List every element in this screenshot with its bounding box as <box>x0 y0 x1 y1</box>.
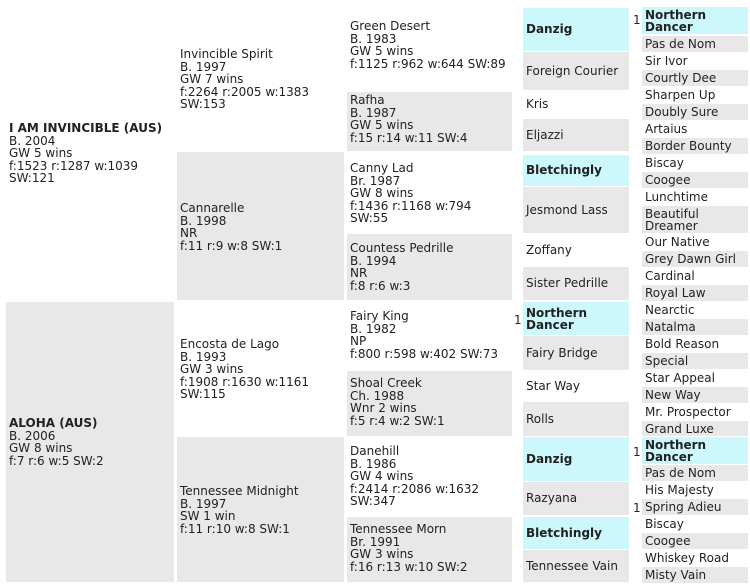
horse-stats: f:800 r:598 w:402 SW:73 <box>350 346 499 361</box>
duplicate-count: 1 <box>633 501 641 515</box>
horse-born: B. 1994 <box>350 253 397 268</box>
horse-name[interactable]: Cannarelle <box>180 201 245 215</box>
gen5-cell <box>642 319 748 335</box>
horse-name[interactable]: Pas de Nom <box>645 466 716 480</box>
gen5-cell <box>642 268 748 284</box>
horse-name[interactable]: Eljazzi <box>526 127 564 142</box>
gen5-cell <box>642 87 748 103</box>
horse-name[interactable]: Rafha <box>350 93 385 107</box>
horse-name[interactable]: Coogee <box>645 534 691 548</box>
horse-name[interactable]: Rolls <box>526 411 555 426</box>
horse-sw: SW:153 <box>180 97 226 111</box>
horse-wins: NR <box>180 226 198 240</box>
horse-name[interactable]: Bletchingly <box>526 525 602 540</box>
horse-name[interactable]: Tennessee Morn <box>350 522 447 536</box>
gen5-cell <box>642 172 748 188</box>
horse-name[interactable]: Lunchtime <box>645 190 708 204</box>
horse-name[interactable]: Danzig <box>526 451 573 466</box>
gen4-cell <box>523 402 629 436</box>
horse-name[interactable]: Our Native <box>645 235 710 249</box>
horse-name[interactable]: Doubly Sure <box>645 105 719 119</box>
gen4-cell <box>523 52 629 90</box>
gen2-cell <box>177 8 344 151</box>
horse-name[interactable]: Green Desert <box>350 19 431 33</box>
horse-name[interactable]: Artaius <box>645 122 688 136</box>
horse-name[interactable]: ALOHA (AUS) <box>9 416 98 430</box>
gen5-cell <box>642 482 748 498</box>
horse-name[interactable]: His Majesty <box>645 483 714 497</box>
horse-stats: f:1908 r:1630 w:1161 <box>180 374 310 389</box>
gen3-cell <box>347 8 512 91</box>
horse-born: B. 1986 <box>350 456 397 471</box>
horse-born: B. 1982 <box>350 321 397 336</box>
horse-wins: GW 8 wins <box>350 186 414 200</box>
gen3-cell <box>347 517 512 582</box>
gen2-cell <box>177 152 344 300</box>
gen4-cell <box>523 371 629 401</box>
horse-name[interactable]: Courtly Dee <box>645 71 717 85</box>
gen5-cell <box>642 104 748 120</box>
horse-stats: f:2414 r:2086 w:1632 <box>350 481 480 496</box>
gen4-cell <box>523 91 629 118</box>
horse-name[interactable]: Bold Reason <box>645 337 720 351</box>
gen5-cell <box>642 251 748 267</box>
horse-name[interactable]: Cardinal <box>645 269 695 283</box>
gen4-cell <box>523 8 629 51</box>
duplicate-count: 1 <box>514 313 522 327</box>
horse-stats: f:15 r:14 w:11 SW:4 <box>350 130 468 145</box>
horse-born: B. 1993 <box>180 349 227 364</box>
horse-wins: SW 1 win <box>180 509 236 523</box>
horse-name[interactable]: Razyana <box>526 491 578 506</box>
horse-name[interactable]: Danehill <box>350 444 400 458</box>
gen5-cell <box>642 533 748 549</box>
horse-name[interactable]: New Way <box>645 388 701 402</box>
gen5-cell <box>642 550 748 566</box>
horse-name[interactable]: Whiskey Road <box>645 551 729 565</box>
horse-wins: GW 8 wins <box>9 441 73 455</box>
horse-name[interactable]: Canny Lad <box>350 161 414 175</box>
horse-name[interactable]: Nearctic <box>645 303 695 317</box>
horse-sw: SW:347 <box>350 494 396 508</box>
gen4-cell <box>523 550 629 582</box>
gen5-cell <box>642 465 748 481</box>
horse-born: Br. 1987 <box>350 173 401 188</box>
horse-stats: f:11 r:10 w:8 SW:1 <box>180 521 290 536</box>
gen5-cell <box>642 189 748 205</box>
horse-name[interactable]: Special <box>645 354 689 368</box>
horse-sw: SW:55 <box>350 211 389 225</box>
horse-wins: GW 4 wins <box>350 469 414 483</box>
gen5-cell <box>642 206 748 233</box>
horse-name[interactable]: Invincible Spirit <box>180 47 273 61</box>
horse-born: B. 1997 <box>180 59 227 74</box>
gen4-cell <box>523 267 629 300</box>
gen4-cell <box>523 482 629 515</box>
horse-name[interactable]: Danzig <box>526 22 573 37</box>
gen5-cell <box>642 7 748 34</box>
gen3-cell <box>347 437 512 516</box>
horse-name[interactable]: Beautiful Dreamer <box>645 206 699 233</box>
gen3-cell <box>347 371 512 436</box>
horse-name[interactable]: Kris <box>526 97 549 112</box>
gen3-cell <box>347 234 512 300</box>
horse-wins: NP <box>350 334 367 348</box>
horse-name[interactable]: Star Way <box>526 378 580 393</box>
duplicate-count: 1 <box>633 13 641 27</box>
gen3-cell <box>347 92 512 151</box>
gen4-cell <box>523 437 629 481</box>
gen5-cell <box>642 516 748 532</box>
gen5-cell <box>642 353 748 369</box>
horse-born: B. 2004 <box>9 133 56 148</box>
horse-born: B. 2006 <box>9 428 56 443</box>
horse-name[interactable]: Encosta de Lago <box>180 337 280 351</box>
gen5-cell <box>642 53 748 69</box>
horse-name[interactable]: Bletchingly <box>526 163 602 178</box>
gen5-cell <box>642 234 748 250</box>
horse-name[interactable]: Northern Dancer <box>526 305 588 332</box>
gen5-cell <box>642 567 748 583</box>
horse-stats: f:1523 r:1287 w:1039 <box>9 158 139 173</box>
horse-name[interactable]: Misty Vain <box>645 568 707 582</box>
horse-name[interactable]: Royal Law <box>645 286 706 300</box>
horse-born: B. 1998 <box>180 213 227 228</box>
gen5-cell <box>642 421 748 436</box>
horse-wins: GW 5 wins <box>350 118 414 132</box>
horse-born: Ch. 1988 <box>350 388 405 403</box>
sire-cell <box>6 8 174 300</box>
horse-name[interactable]: Tennessee Midnight <box>180 484 299 498</box>
gen5-cell <box>642 336 748 352</box>
gen5-cell <box>642 302 748 318</box>
horse-name[interactable]: Star Appeal <box>645 371 715 385</box>
horse-wins: GW 7 wins <box>180 72 244 86</box>
horse-stats: f:11 r:9 w:8 SW:1 <box>180 238 283 253</box>
horse-wins: Wnr 2 wins <box>350 401 417 415</box>
duplicate-count: 1 <box>633 445 641 459</box>
horse-wins: GW 5 wins <box>9 146 73 160</box>
horse-born: B. 1983 <box>350 31 397 46</box>
horse-name[interactable]: Border Bounty <box>645 139 732 153</box>
horse-sw: SW:115 <box>180 387 226 401</box>
horse-name[interactable]: Northern Dancer <box>645 7 707 34</box>
horse-born: Br. 1991 <box>350 534 401 549</box>
horse-stats: f:5 r:4 w:2 SW:1 <box>350 413 445 428</box>
gen5-cell <box>642 370 748 386</box>
gen3-cell <box>347 302 512 370</box>
horse-name[interactable]: Fairy King <box>350 309 409 323</box>
horse-name[interactable]: Jesmond Lass <box>526 202 608 217</box>
horse-wins: GW 3 wins <box>180 362 244 376</box>
horse-stats: f:2264 r:2005 w:1383 <box>180 84 310 99</box>
horse-name[interactable]: Foreign Courier <box>526 63 619 78</box>
horse-name[interactable]: Coogee <box>645 173 691 187</box>
horse-sw: SW:121 <box>9 171 55 185</box>
horse-name[interactable]: Countess Pedrille <box>350 241 454 255</box>
horse-stats: f:1125 r:962 w:644 SW:89 <box>350 56 506 71</box>
horse-name[interactable]: Zoffany <box>526 242 572 257</box>
gen5-cell <box>642 285 748 301</box>
gen4-cell <box>523 119 629 151</box>
gen3-cell <box>347 152 512 233</box>
horse-name[interactable]: Grand Luxe <box>645 421 714 436</box>
horse-name[interactable]: Sister Pedrille <box>526 276 609 291</box>
gen4-cell <box>523 336 629 370</box>
gen5-cell <box>642 437 748 464</box>
dam-cell <box>6 302 174 582</box>
horse-name[interactable]: I AM INVINCIBLE (AUS) <box>9 121 163 135</box>
gen5-cell <box>642 36 748 52</box>
horse-name[interactable]: Mr. Prospector <box>645 405 731 419</box>
horse-name[interactable]: Tennessee Vain <box>526 558 618 573</box>
horse-name[interactable]: Sharpen Up <box>645 88 716 102</box>
horse-name[interactable]: Biscay <box>645 156 684 170</box>
horse-wins: GW 3 wins <box>350 547 414 561</box>
gen5-cell <box>642 499 748 515</box>
gen4-cell <box>523 187 629 233</box>
horse-name[interactable]: Spring Adieu <box>645 500 722 514</box>
horse-born: B. 1997 <box>180 496 227 511</box>
horse-name[interactable]: Natalma <box>645 320 696 334</box>
horse-name[interactable]: Sir Ivor <box>645 54 688 68</box>
horse-name[interactable]: Grey Dawn Girl <box>645 252 736 266</box>
gen2-cell <box>177 437 344 582</box>
gen4-cell <box>523 517 629 549</box>
horse-stats: f:16 r:13 w:10 SW:2 <box>350 559 468 574</box>
gen4-cell <box>523 155 629 186</box>
horse-stats: f:8 r:6 w:3 <box>350 278 411 293</box>
horse-name[interactable]: Biscay <box>645 517 684 531</box>
horse-name[interactable]: Northern Dancer <box>645 437 707 464</box>
horse-name[interactable]: Shoal Creek <box>350 376 422 390</box>
horse-stats: f:7 r:6 w:5 SW:2 <box>9 453 104 468</box>
gen5-cell <box>642 138 748 154</box>
horse-wins: NR <box>350 266 368 280</box>
horse-born: B. 1987 <box>350 105 397 120</box>
gen5-cell <box>642 387 748 403</box>
gen5-cell <box>642 70 748 86</box>
gen5-cell <box>642 404 748 420</box>
horse-name[interactable]: Pas de Nom <box>645 37 716 51</box>
horse-wins: GW 5 wins <box>350 44 414 58</box>
horse-stats: f:1436 r:1168 w:794 <box>350 198 472 213</box>
gen5-cell <box>642 121 748 137</box>
gen4-cell <box>523 302 629 335</box>
gen4-cell <box>523 234 629 266</box>
gen2-cell <box>177 302 344 436</box>
horse-name[interactable]: Fairy Bridge <box>526 345 598 360</box>
gen5-cell <box>642 155 748 171</box>
